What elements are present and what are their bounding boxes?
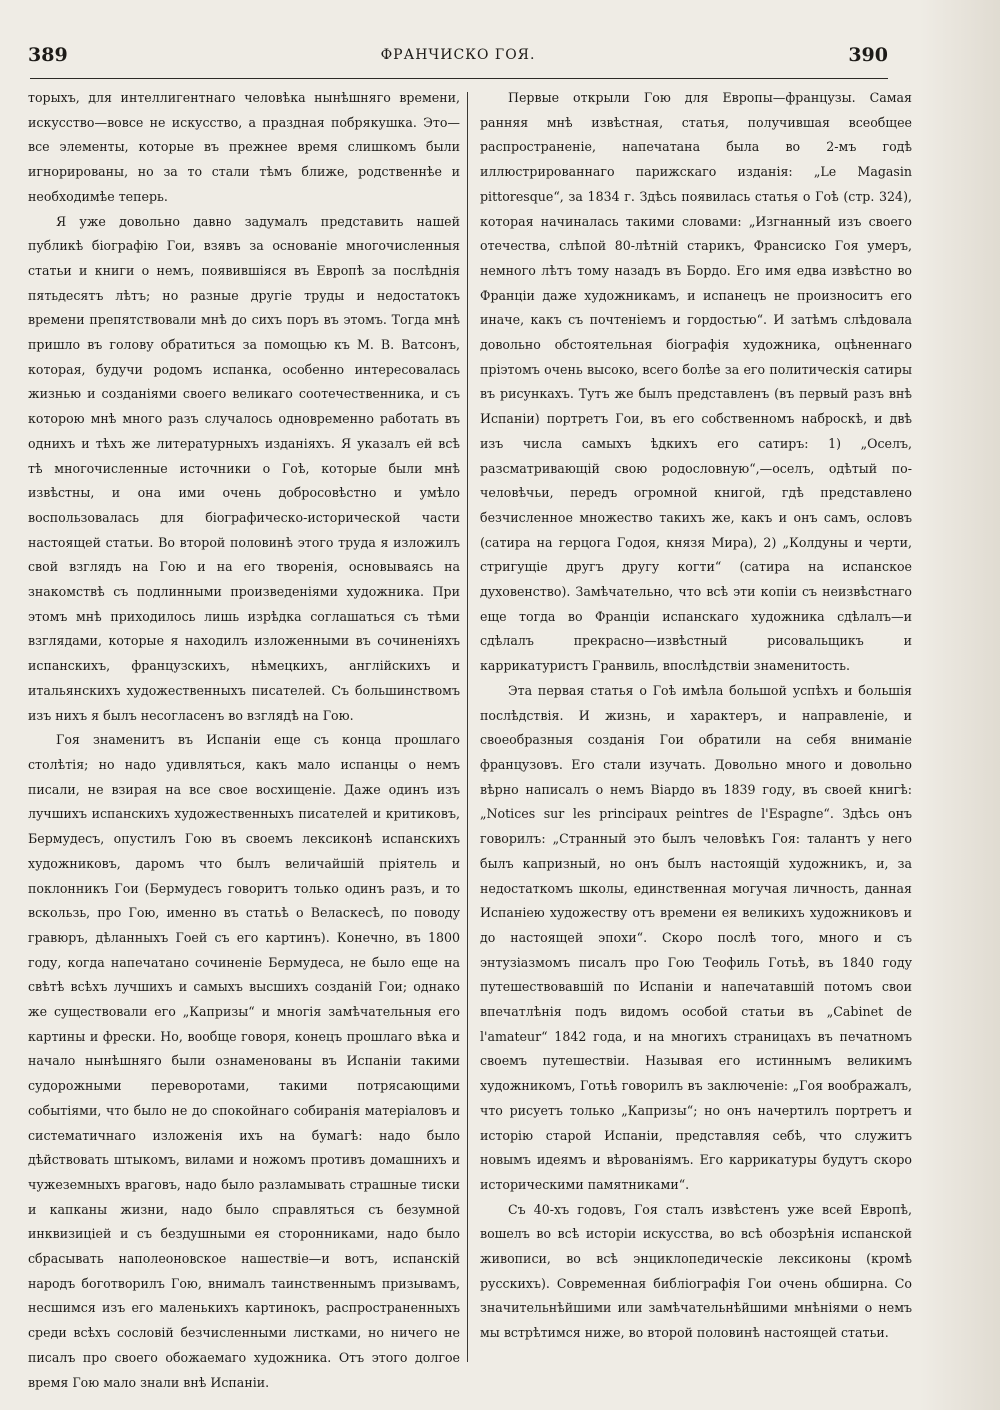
page-number-right: 390 xyxy=(848,44,888,66)
running-header xyxy=(28,40,888,70)
page-edge-shadow xyxy=(920,0,1000,1410)
column-divider xyxy=(467,92,468,1362)
running-title: ФРАНЧИСКО ГОЯ. xyxy=(380,47,536,63)
paragraph: Я уже довольно давно задумалъ представить нашей публикѣ біографію Гои, взявъ за основаніе многочисленныя статьи и книги о немъ, появившіяся въ Европѣ за послѣднія пятьдесятъ лѣтъ; но разные другіе труды и недостатокъ времени препятствовали мнѣ до сихъ поръ въ этомъ. Тогда мнѣ пришло въ голову обратиться за помощью къ М. В. Ватсонъ, которая, будучи родомъ испанка, особенно интересовалась жизнью и созданіями своего великаго соотечественника, и съ которою мнѣ много разъ случалось одновременно работать въ однихъ и тѣхъ же литературныхъ изданіяхъ. Я указалъ ей всѣ тѣ многочисленные источники о Гоѣ, которые были мнѣ извѣстны, и она ими очень добросовѣстно и умѣло воспользовалась для біографическо-исторической части настоящей статьи. Во второй половинѣ этого труда я изложилъ свой взглядъ на Гою и на его творенія, основываясь на знакомствѣ съ подлинными произведеніями художника. При этомъ мнѣ приходилось лишь изрѣдка соглашаться съ тѣми взглядами, которые я находилъ изложенными въ сочиненіяхъ испанскихъ, французскихъ, нѣмецкихъ, англійскихъ и итальянскихъ художественныхъ писателей. Съ большинствомъ изъ нихъ я былъ несогласенъ во взглядѣ на Гою. xyxy=(28,213,460,723)
paragraph: Первые открыли Гою для Европы—французы. Самая ранняя мнѣ извѣстная, статья, получившая всеобщее распространеніе, напечатана была во 2-мъ годѣ иллюстрированнаго парижскаго изданія: „Le Magasin pittoresque“, за 1834 г. Здѣсь появилась статья о Гоѣ (стр. 324), которая начиналась такими словами: „Изгнанный изъ своего отечества, слѣпой 80-лѣтній старикъ, Франсиско Гоя умеръ, немного лѣтъ тому назадъ въ Бордо. Его имя едва извѣстно во Франціи даже художникамъ, и испанецъ не произноситъ его иначе, какъ съ почтеніемъ и гордостью“. И затѣмъ слѣдовала довольно обстоятельная біографія художника, оцѣненнаго пріэтомъ очень высоко, всего болѣе за его политическія сатиры въ рисункахъ. Тутъ же былъ представленъ (въ первый разъ внѣ Испаніи) портретъ Гои, въ его собственномъ наброскѣ, и двѣ изъ числа самыхъ ѣдкихъ его сатиръ: 1) „Оселъ, разсматривающій свою родословную“,—оселъ, одѣтый по-человѣчьи, передъ огромной книгой, гдѣ представлено безчисленное множество такихъ же, какъ и онъ самъ, ословъ (сатира на герцога Годоя, князя Мира), 2) „Колдуны и черти, стригущіе другъ другу когти“ (сатира на испанское духовенство). Замѣчательно, что всѣ эти копіи съ неизвѣстнаго еще тогда во Франціи испанскаго художника сдѣлалъ—и сдѣлалъ прекрасно—извѣстный рисовальщикъ и каррикатуристъ Гранвиль, впослѣдствіи знаменитость. xyxy=(480,90,912,674)
paragraph: Эта первая статья о Гоѣ имѣла большой успѣхъ и большія послѣдствія. И жизнь, и характеръ, и направленіе, и своеобразныя созданія Гои обратили на себя вниманіе французовъ. Его стали изучать. Довольно много и довольно вѣрно написалъ о немъ Віардо въ 1839 году, въ своей книгѣ: „Notices sur les principaux peintres de l'Espagne“. Здѣсь онъ говорилъ: „Странный это былъ человѣкъ Гоя: талантъ у него былъ капризный, но онъ былъ настоящій художникъ, и, за недостаткомъ школы, единственная могучая личность, данная Испаніею художеству отъ времени ея великихъ художниковъ и до настоящей эпохи“. Скоро послѣ того, много и съ энтузіазмомъ писалъ про Гою Теофиль Готьѣ, въ 1840 году путешествовавшій по Испаніи и напечатавшій потомъ свои впечатлѣнія подъ видомъ особой статьи въ „Cabinet de l'amateur“ 1842 года, и на многихъ страницахъ въ печатномъ своемъ путешествіи. Называя его истиннымъ великимъ художникомъ, Готьѣ говорилъ въ заключеніе: „Гоя воображалъ, что рисуетъ только „Капризы“; но онъ начертилъ портретъ и исторію старой Испаніи, представляя себѣ, что служитъ новымъ идеямъ и вѣрованіямъ. Его каррикатуры будутъ скоро историческими памятниками“. xyxy=(480,682,912,1192)
paragraph: Съ 40-хъ годовъ, Гоя сталъ извѣстенъ уже всей Европѣ, вошелъ во всѣ исторіи искусства, во всѣ обозрѣнія испанской живописи, во всѣ энциклопедическіе лексиконы (кромѣ русскихъ). Современная библіографія Гои очень обширна. Со значительнѣйшими или замѣчательнѣйшими мнѣніями о немъ мы встрѣтимся ниже, во второй половинѣ настоящей статьи. xyxy=(480,1201,912,1341)
header-rule xyxy=(30,78,888,79)
page-number-left: 389 xyxy=(28,44,68,66)
paragraph: торыхъ, для интеллигентнаго человѣка нынѣшняго времени, искусство—вовсе не искусство, а праздная побрякушка. Это—все элементы, которые въ прежнее время слишкомъ были игнорированы, но за то стали тѣмъ ближе, родственнѣе и необходимѣе теперь. xyxy=(28,90,460,204)
left-column xyxy=(28,86,460,1395)
paragraph: Гоя знаменитъ въ Испаніи еще съ конца прошлаго столѣтія; но надо удивляться, какъ мало испанцы о немъ писали, не взирая на все свое восхищеніе. Даже одинъ изъ лучшихъ испанскихъ художественныхъ писателей и критиковъ, Бермудесъ, опустилъ Гою въ своемъ лексиконѣ испанскихъ художниковъ, даромъ что былъ величайшій пріятель и поклонникъ Гои (Бермудесъ говоритъ только одинъ разъ, и то вскользь, про Гою, именно въ статьѣ о Веласкесѣ, по поводу гравюръ, дѣланныхъ Гоей съ его картинъ). Конечно, въ 1800 году, когда напечатано сочиненіе Бермудеса, не было еще на свѣтѣ всѣхъ лучшихъ и самыхъ высшихъ созданій Гои; однако же существовали его „Капризы“ и многія замѣчательныя его картины и фрески. Но, вообще говоря, конецъ прошлаго вѣка и начало нынѣшняго были ознаменованы въ Испаніи такими судорожными переворотами, такими потрясающими событіями, что было не до спокойнаго собиранія матеріаловъ и систематичнаго изложенія ихъ на бумагѣ: надо было дѣйствовать штыкомъ, вилами и ножомъ противъ домашнихъ и чужеземныхъ враговъ, надо было разламывать страшные тиски и капканы жизни, надо было справляться съ безумной инквизиціей и съ бездушными ея сторонниками, надо было сбрасывать наполеоновское нашествіе—и вотъ, испанскій народъ боготворилъ Гою, внималъ таинственнымъ призывамъ, несшимся изъ его маленькихъ картинокъ, распространенныхъ среди всѣхъ сословій безчисленными листками, но ничего не писалъ про своего обожаемаго художника. Отъ этого долгое время Гою мало знали внѣ Испаніи. xyxy=(28,732,460,1390)
right-column xyxy=(480,86,912,1346)
